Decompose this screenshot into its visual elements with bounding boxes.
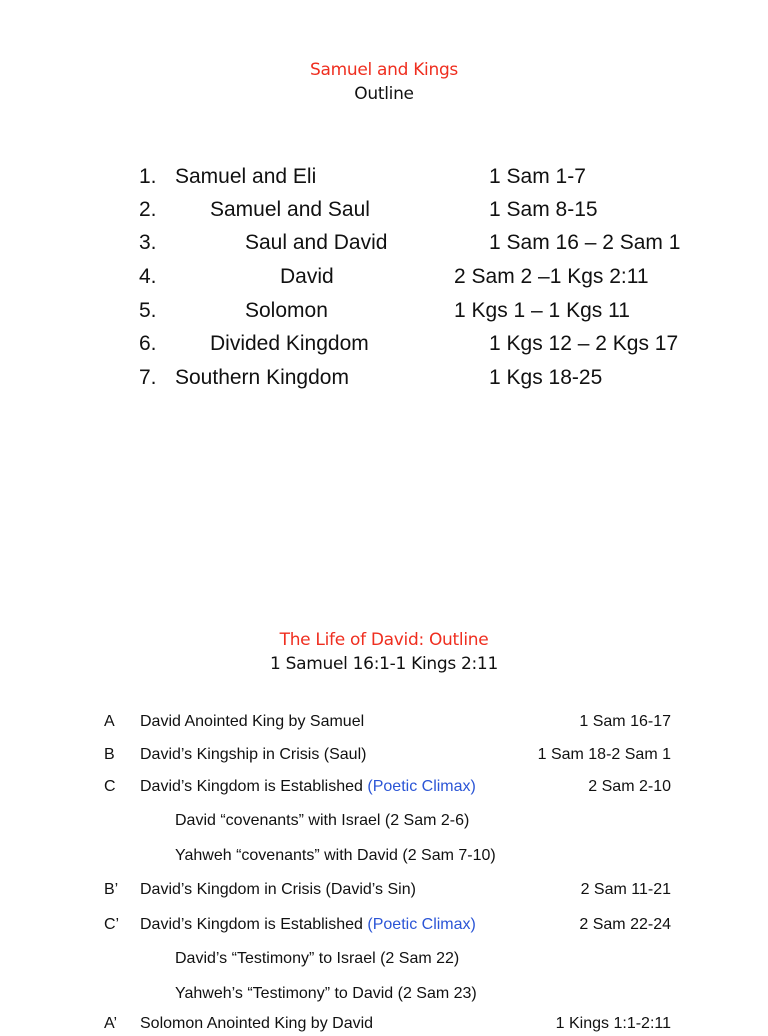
row-letter: B (104, 746, 115, 763)
row-description: David’s “Testimony” to Israel (2 Sam 22) (175, 950, 460, 967)
david-row (0, 878, 768, 902)
poetic-climax-note: (Poetic Climax) (367, 916, 476, 933)
row-description: David’s Kingship in Crisis (Saul) (140, 746, 367, 763)
david-row (0, 710, 768, 734)
outline-row (0, 262, 768, 292)
david-subtitle: 1 Samuel 16:1-1 Kings 2:11 (270, 654, 498, 674)
outline-number: 7. (139, 366, 157, 389)
row-letter: C (104, 778, 116, 795)
outline-name: Divided Kingdom (210, 332, 369, 355)
row-description: Yahweh “covenants” with David (2 Sam 7-10) (175, 847, 496, 864)
outline-row (0, 363, 768, 393)
outline-number: 5. (139, 299, 157, 322)
outline-number: 3. (139, 231, 157, 254)
david-row (0, 913, 768, 937)
david-title: The Life of David: Outline (279, 630, 489, 650)
poetic-climax-note: (Poetic Climax) (367, 778, 476, 795)
row-description: David’s Kingdom is Established (Poetic Climax) (140, 778, 476, 795)
row-reference: 2 Sam 2-10 (588, 778, 671, 795)
row-letter: A’ (104, 1015, 118, 1032)
row-letter: C’ (104, 916, 120, 933)
row-reference: 2 Sam 11-21 (580, 881, 671, 898)
outline-ref: 1 Kgs 1 – 1 Kgs 11 (454, 299, 630, 322)
outline-name: Samuel and Saul (210, 198, 370, 221)
david-subrow (0, 809, 768, 833)
david-row (0, 743, 768, 767)
row-description: David’s Kingdom is Established (Poetic Climax) (140, 916, 476, 933)
outline-number: 2. (139, 198, 157, 221)
david-subrow (0, 982, 768, 1006)
outline-title: Samuel and Kings (309, 60, 458, 80)
outline-ref: 1 Kgs 18-25 (489, 366, 603, 389)
david-row (0, 1012, 768, 1036)
row-letter: B’ (104, 881, 119, 898)
outline-ref: 1 Sam 8-15 (489, 198, 598, 221)
outline-subtitle: Outline (354, 84, 414, 104)
david-subrow (0, 844, 768, 868)
outline-name: David (280, 265, 334, 288)
outline-name: Solomon (245, 299, 328, 322)
david-subrow (0, 947, 768, 971)
row-reference: 1 Kings 1:1-2:11 (555, 1015, 671, 1032)
outline-number: 6. (139, 332, 157, 355)
outline-name: Southern Kingdom (175, 366, 349, 389)
row-description: David’s Kingdom in Crisis (David’s Sin) (140, 881, 416, 898)
outline-ref: 1 Kgs 12 – 2 Kgs 17 (489, 332, 679, 355)
outline-row (0, 296, 768, 326)
row-reference: 2 Sam 22-24 (579, 916, 671, 933)
outline-number: 4. (139, 265, 157, 288)
outline-row (0, 329, 768, 359)
outline-ref: 1 Sam 1-7 (489, 165, 586, 188)
row-description: David “covenants” with Israel (2 Sam 2-6) (175, 812, 470, 829)
outline-name: Saul and David (245, 231, 388, 254)
outline-ref: 1 Sam 16 – 2 Sam 1 (489, 231, 681, 254)
outline-name: Samuel and Eli (175, 165, 317, 188)
david-row (0, 775, 768, 799)
outline-row (0, 195, 768, 225)
outline-row (0, 162, 768, 192)
outline-row (0, 228, 768, 258)
row-description: Yahweh’s “Testimony” to David (2 Sam 23) (175, 985, 477, 1002)
row-reference: 1 Sam 16-17 (579, 713, 671, 730)
row-letter: A (104, 713, 115, 730)
outline-number: 1. (139, 165, 157, 188)
outline-ref: 2 Sam 2 –1 Kgs 2:11 (454, 265, 649, 288)
row-description: Solomon Anointed King by David (140, 1015, 374, 1032)
row-reference: 1 Sam 18-2 Sam 1 (537, 746, 671, 763)
row-description: David Anointed King by Samuel (140, 713, 365, 730)
